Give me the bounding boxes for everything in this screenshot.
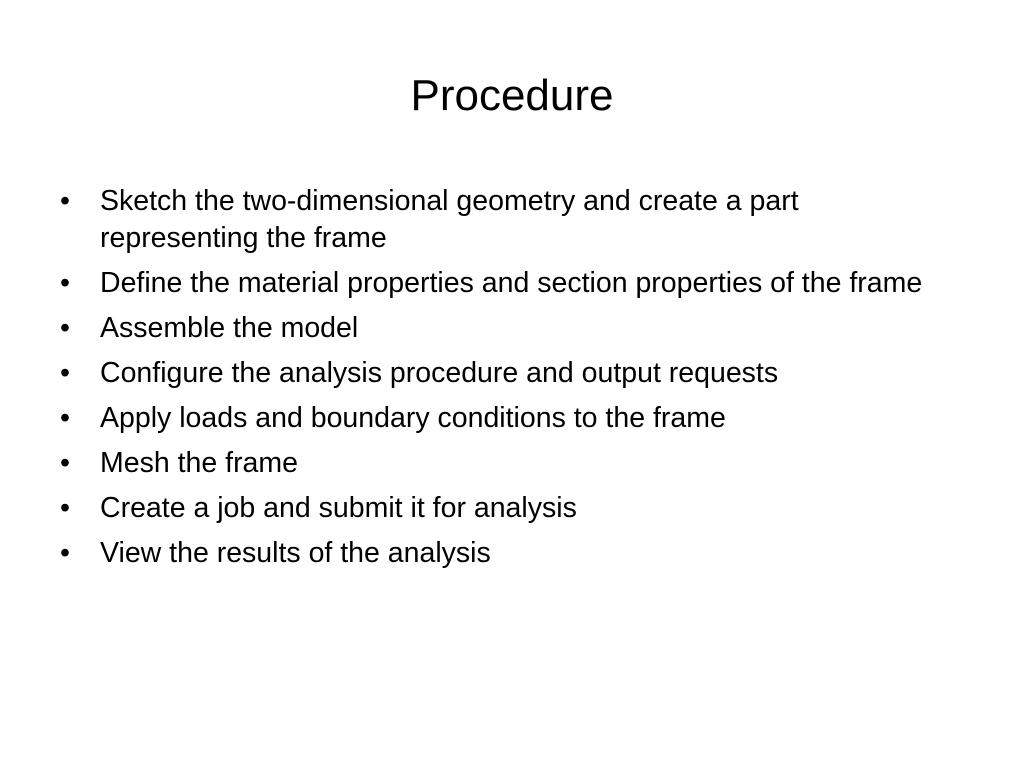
bullet-list	[57, 183, 957, 580]
bullet-item-apply-loads	[57, 400, 957, 437]
bullet-item-define-properties	[57, 265, 957, 302]
bullet-item-mesh-frame	[57, 445, 957, 482]
bullet-icon: •	[60, 492, 70, 524]
bullet-text: View the results of the analysis	[100, 537, 491, 569]
bullet-item-create-job	[57, 490, 957, 527]
bullet-text: Mesh the frame	[100, 447, 298, 479]
bullet-icon: •	[60, 357, 70, 389]
bullet-item-configure-analysis	[57, 355, 957, 392]
bullet-text: Create a job and submit it for analysis	[100, 492, 577, 524]
bullet-text: Apply loads and boundary conditions to the frame	[100, 402, 726, 434]
bullet-icon: •	[60, 267, 70, 299]
bullet-icon: •	[60, 185, 70, 217]
bullet-icon: •	[60, 312, 70, 344]
bullet-text: Assemble the model	[100, 312, 359, 344]
bullet-text: Define the material properties and section properties of the frame	[100, 267, 923, 299]
bullet-item-assemble-model	[57, 310, 957, 347]
bullet-icon: •	[60, 447, 70, 479]
bullet-icon: •	[60, 537, 70, 569]
bullet-item-view-results	[57, 535, 957, 572]
bullet-text: Sketch the two-dimensional geometry and create a part representing the frame	[100, 185, 799, 254]
bullet-item-sketch-geometry	[57, 183, 957, 257]
bullet-icon: •	[60, 402, 70, 434]
bullet-text: Configure the analysis procedure and output requests	[100, 357, 779, 389]
slide-title: Procedure	[410, 71, 614, 120]
